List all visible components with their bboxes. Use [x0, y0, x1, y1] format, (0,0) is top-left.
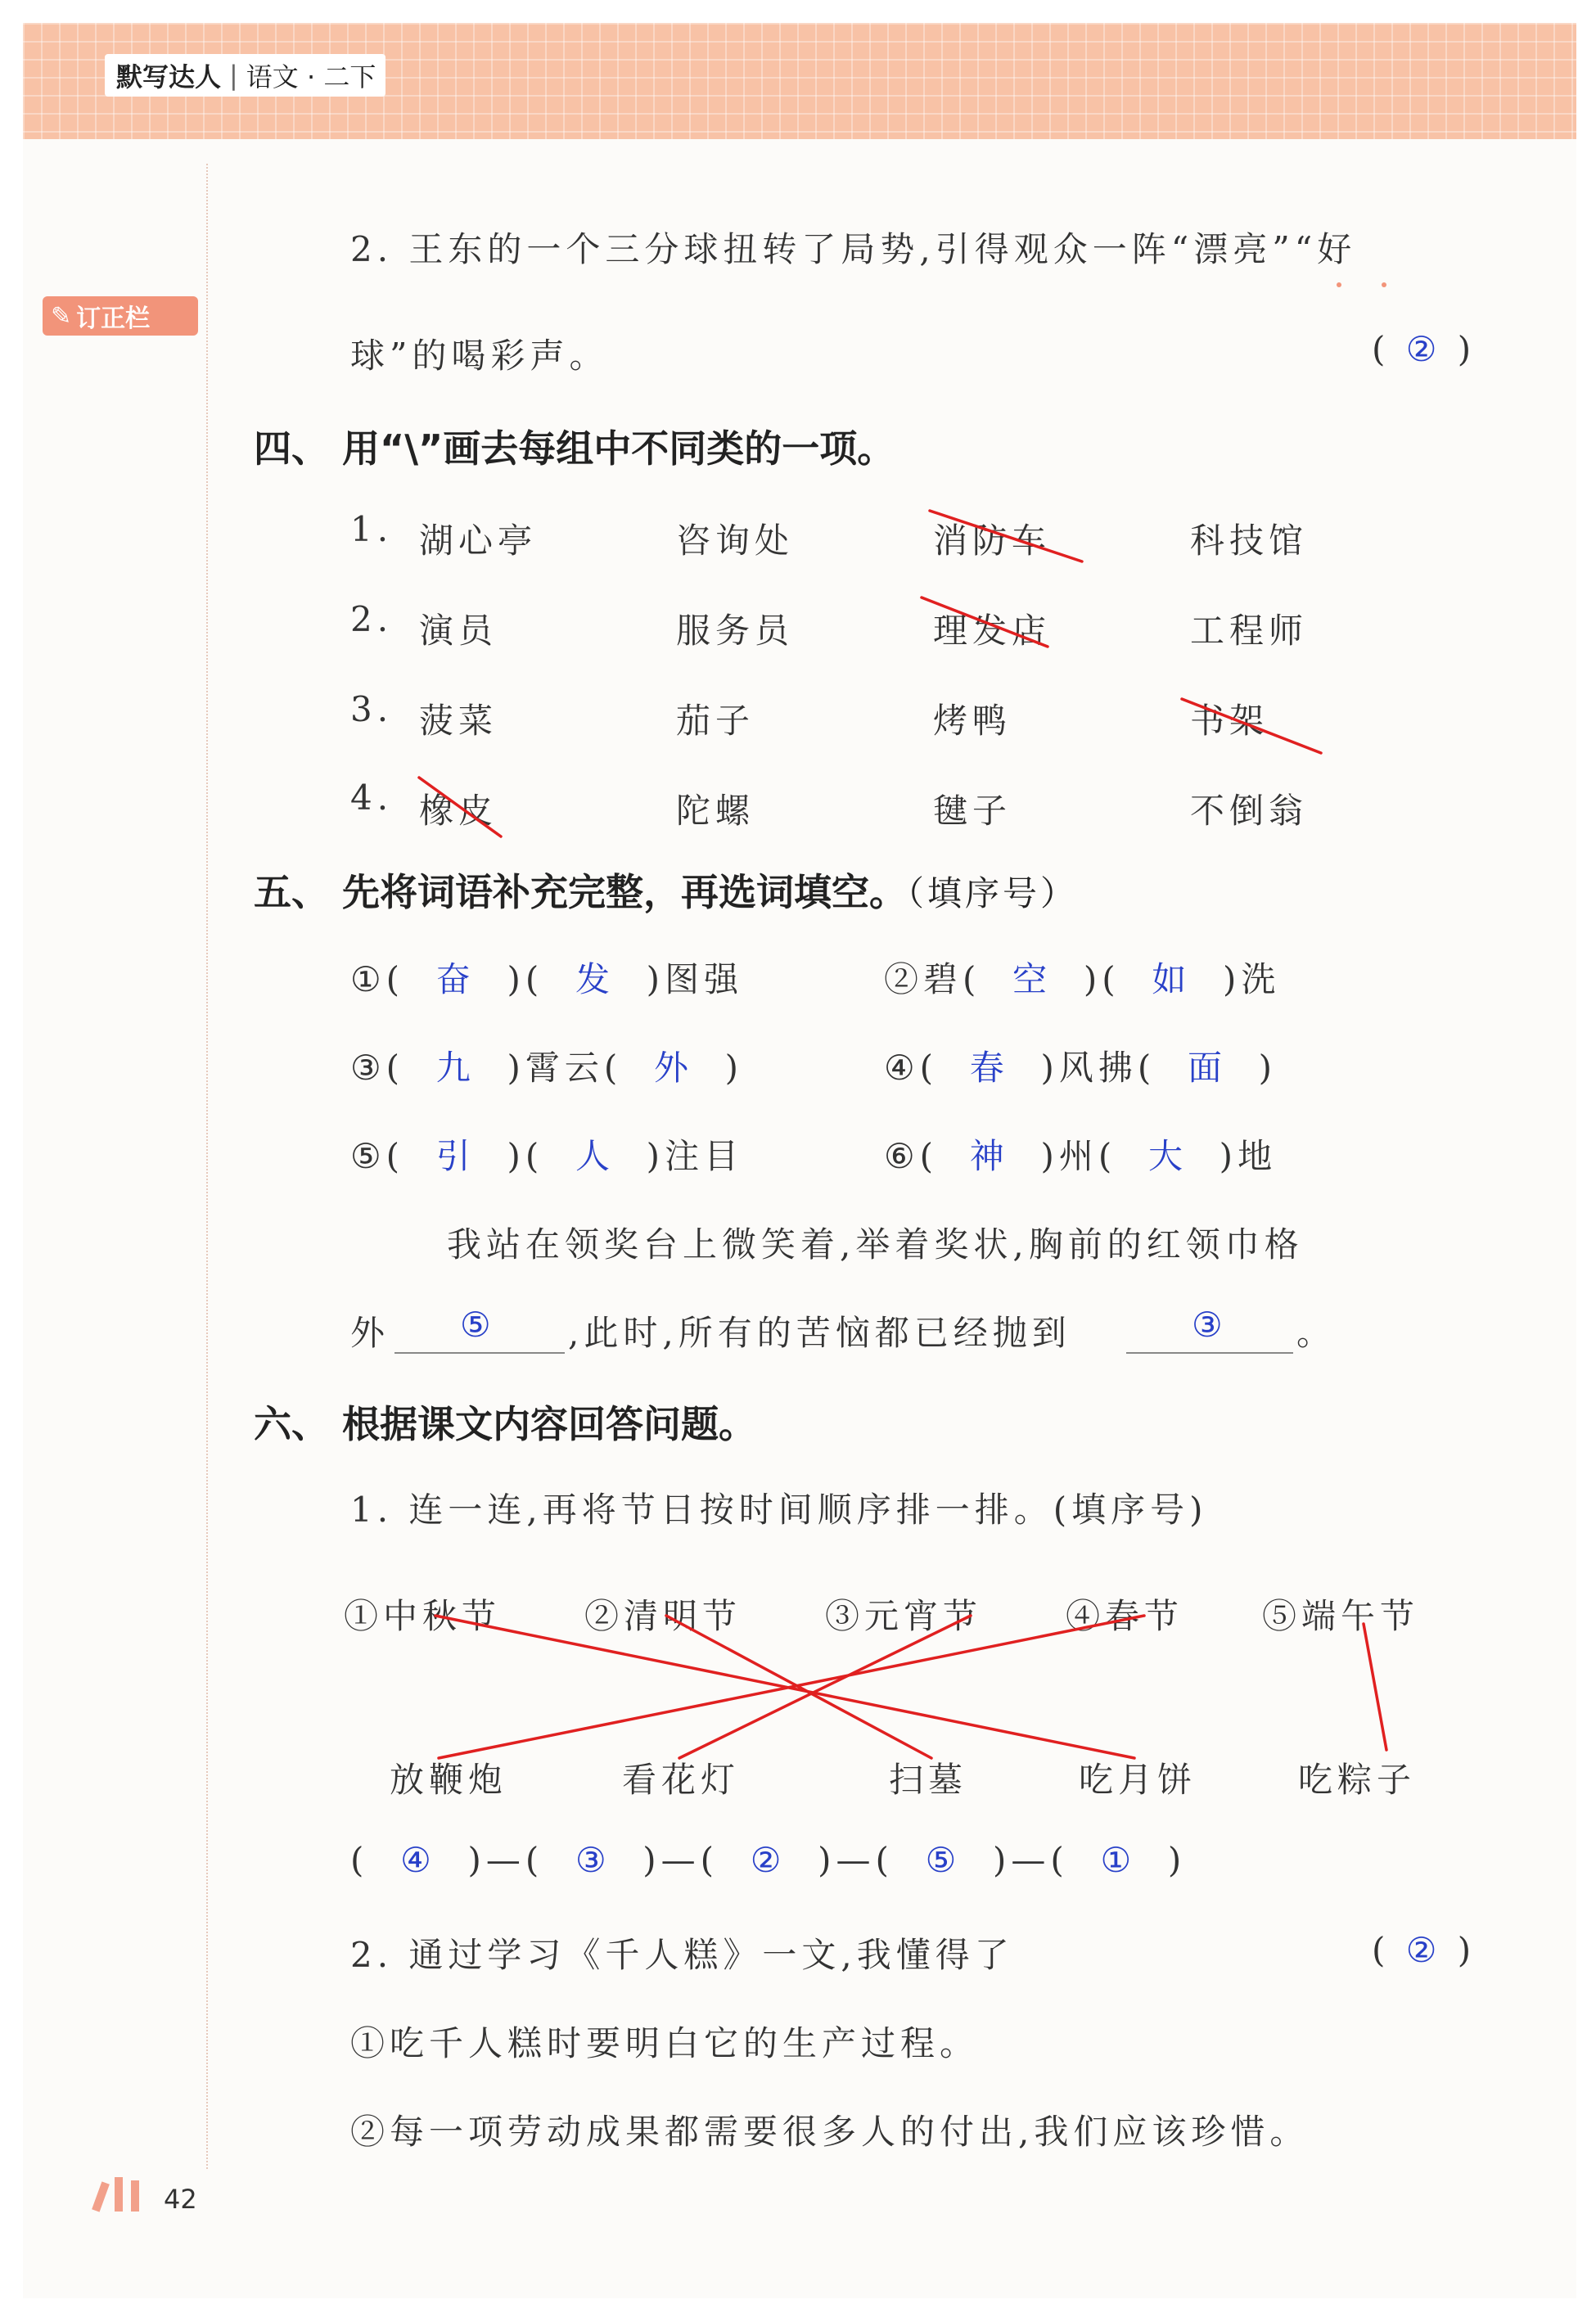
idiom-3-answer-a: 九 [435, 1048, 476, 1088]
pencil-icon: ✎ [51, 301, 72, 331]
s5-paragraph-mid: ,此时,所有的苦恼都已经抛到 [568, 1313, 1071, 1353]
custom-2: 看花灯 [622, 1760, 741, 1800]
match-line-duanwu [1364, 1624, 1386, 1750]
s5-paragraph-pre: 外 [350, 1313, 390, 1353]
s4-row4-item3: 毽子 [933, 791, 1012, 831]
s4-row4-item2: 陀螺 [676, 791, 755, 831]
s4-row4-item1: 橡皮 [419, 791, 498, 831]
s4-row3-item2: 茄子 [676, 701, 755, 741]
s4-row1-item4: 科技馆 [1190, 521, 1309, 561]
festival-1: ①中秋节 [344, 1596, 502, 1636]
idiom-4: ④( 春 )风拂( 面 ) [884, 1048, 1278, 1088]
festival-4: ④春节 [1066, 1596, 1184, 1636]
s4-row2-num: 2. [350, 599, 394, 639]
idiom-6-answer-a: 神 [969, 1136, 1009, 1176]
q3-item2-answer-paren: ( ② ) [1372, 329, 1477, 369]
s4-row4-num: 4. [350, 778, 394, 818]
s4-row2-item2: 服务员 [676, 611, 795, 651]
order-1: ④ [400, 1840, 436, 1880]
festival-5: ⑤端午节 [1262, 1596, 1420, 1636]
custom-5: 吃粽子 [1298, 1760, 1417, 1800]
s4-row1-num: 1. [350, 509, 394, 549]
s6-option-2: ②每一项劳动成果都需要很多人的付出,我们应该珍惜。 [350, 2112, 1310, 2152]
s6-q2-answer: ② [1405, 1930, 1442, 1970]
q3-item2-answer: ② [1405, 329, 1442, 369]
s6-option-1: ①吃千人糕时要明白它的生产过程。 [350, 2023, 980, 2063]
strike-xiangpi [419, 778, 501, 836]
s4-row3-item1: 菠菜 [419, 701, 498, 741]
s4-row2-item1: 演员 [419, 611, 498, 651]
order-5: ① [1100, 1840, 1137, 1880]
page-corner-icon [92, 2177, 139, 2212]
s6-q2: 2. 通过学习《千人糕》一文,我懂得了 [350, 1935, 1014, 1975]
book-title: 默写达人 [116, 61, 222, 92]
correction-text: 订正栏 [76, 304, 151, 333]
festival-3: ③元宵节 [825, 1596, 983, 1636]
s5-paragraph-answer2: ③ [1192, 1305, 1223, 1345]
match-line-yuanxiao [679, 1616, 971, 1758]
s5-paragraph-line1: 我站在领奖台上微笑着,举着奖状,胸前的红领巾格 [447, 1224, 1304, 1265]
idiom-2-answer-b: 如 [1152, 959, 1192, 999]
order-2: ③ [575, 1840, 611, 1880]
q3-item2-line2: 球”的喝彩声。 [350, 336, 609, 376]
s4-row2-item4: 工程师 [1190, 611, 1309, 651]
s4-row3-item3: 烤鸭 [933, 701, 1012, 741]
order-3: ② [750, 1840, 787, 1880]
s4-row2-item3: 理发店 [933, 611, 1052, 651]
idiom-5: ⑤( 引 )( 人 )注目 [350, 1136, 744, 1176]
s4-row3-item4: 书架 [1190, 701, 1269, 741]
section5-heading-note: （填序号） [907, 873, 1079, 913]
s6-q2-answer-paren: ( ② ) [1372, 1930, 1477, 1970]
idiom-1: ①( 奋 )( 发 )图强 [350, 959, 744, 999]
q3-item2-line1: 2. 王东的一个三分球扭转了局势,引得观众一阵“漂亮”“好 [350, 229, 1357, 269]
subject-label: 语文 · 二下 [246, 61, 376, 92]
s4-row1-item2: 咨询处 [676, 521, 795, 561]
s4-row3-num: 3. [350, 689, 394, 729]
custom-4: 吃月饼 [1079, 1760, 1197, 1800]
section6-heading: 六、 根据课文内容回答问题。 [254, 1402, 757, 1446]
custom-1: 放鞭炮 [390, 1760, 508, 1800]
idiom-5-answer-a: 引 [435, 1136, 476, 1176]
s5-paragraph-end: 。 [1296, 1313, 1337, 1353]
idiom-6-answer-b: 大 [1147, 1136, 1188, 1176]
section4-heading: 四、 用“\”画去每组中不同类的一项。 [254, 426, 895, 471]
s5-paragraph-answer1: ⑤ [460, 1305, 491, 1345]
idiom-2-answer-a: 空 [1012, 959, 1053, 999]
s4-row1-item1: 湖心亭 [419, 521, 538, 561]
s6-q1: 1. 连一连,再将节日按时间顺序排一排。(填序号) [350, 1490, 1208, 1530]
idiom-4-answer-a: 春 [969, 1048, 1009, 1088]
festival-2: ②清明节 [584, 1596, 742, 1636]
idiom-2: ②碧( 空 )( 如 )洗 [884, 959, 1281, 999]
strike-xiaofangche [930, 511, 1082, 561]
festival-order: ( ④ )—( ③ )—( ② )—( ⑤ )—( ① ) [350, 1840, 1187, 1880]
title-separator: | [229, 60, 238, 91]
match-line-qingming [666, 1616, 931, 1758]
idiom-3-answer-b: 外 [653, 1048, 693, 1088]
idiom-5-answer-b: 人 [575, 1136, 615, 1176]
idiom-6: ⑥( 神 )州( 大 )地 [884, 1136, 1278, 1176]
custom-3: 扫墓 [889, 1760, 968, 1800]
strike-lifadian [922, 597, 1048, 647]
idiom-4-answer-b: 面 [1187, 1048, 1227, 1088]
s4-row1-item3: 消防车 [933, 521, 1052, 561]
strike-shujia [1182, 699, 1321, 753]
idiom-1-answer-b: 发 [575, 959, 615, 999]
idiom-1-answer-a: 奋 [435, 959, 476, 999]
idiom-3: ③( 九 )霄云( 外 ) [350, 1048, 744, 1088]
section5-heading-text: 五、 先将词语补充完整，再选词填空。 [254, 870, 908, 914]
order-4: ⑤ [925, 1840, 962, 1880]
s4-row4-item4: 不倒翁 [1190, 791, 1309, 831]
page-number: 42 [164, 2184, 197, 2215]
